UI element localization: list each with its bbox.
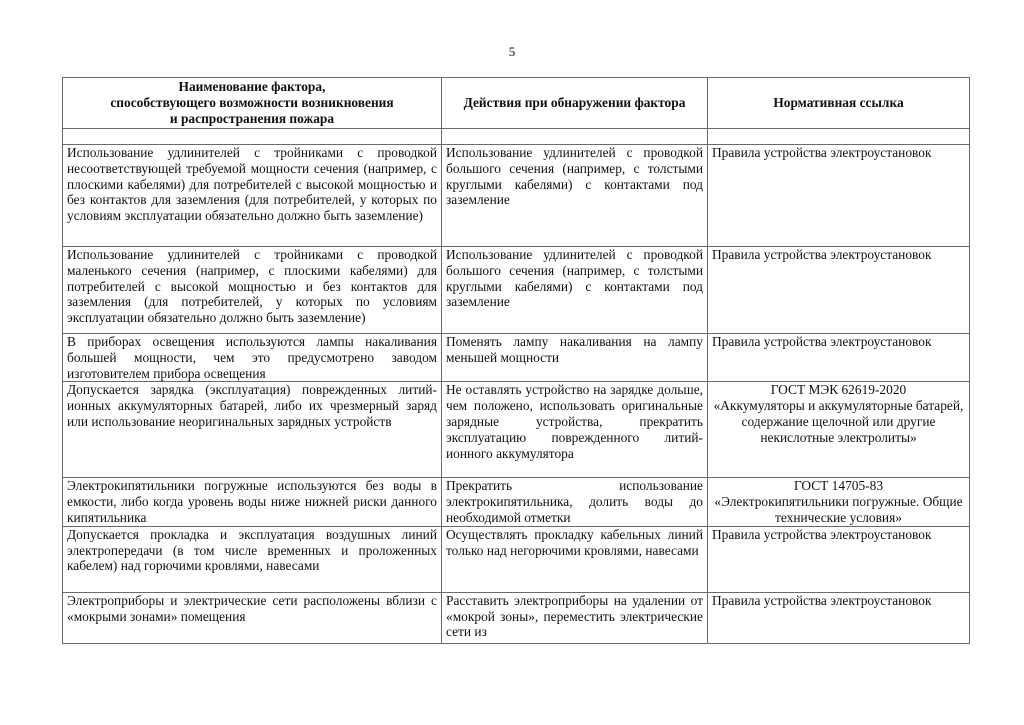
factor-cell: Допускается прокладка и эксплуатация воздушных линий электропередачи (в том числе временных и проложенных кабелем) над горючими кровлями, навесами (63, 526, 442, 592)
action-cell: Поменять лампу накаливания на лампу меньшей мощности (442, 334, 708, 382)
table-row (63, 526, 970, 592)
reference-cell: Правила устройства электроустановок (708, 247, 970, 334)
action-cell: Использование удлинителей с проводкой большого сечения (например, с толстыми круглыми кабелями) с контактами под заземление (442, 247, 708, 334)
header-factor-line: способствующего возможности возникновения (110, 95, 394, 111)
table-row (63, 382, 970, 478)
reference-title: «Аккумуляторы и аккумуляторные батарей, содержание щелочной или другие некислотные электролиты» (713, 398, 964, 445)
action-cell: Использование удлинителей с проводкой большого сечения (например, с толстыми круглыми кабелями) с контактами под заземление (442, 145, 708, 247)
empty-cell (63, 129, 442, 145)
action-cell: Расставить электроприборы на удалении от «мокрой зоны», переместить электрические сети из (442, 592, 708, 643)
empty-row (63, 129, 970, 145)
empty-cell (708, 129, 970, 145)
fire-factors-table (62, 77, 970, 644)
table-row (63, 334, 970, 382)
reference-cell (708, 382, 970, 478)
factor-cell: Использование удлинителей с тройниками с проводкой маленького сечения (например, с плоскими кабелями) для потребителей с высокой мощностью и без контактов для заземления (для потребителей, у которых по условиям эксплуатации обязательно должно быть заземление) (63, 247, 442, 334)
action-cell: Осуществлять прокладку кабельных линий только над негорючими кровлями, навесами (442, 526, 708, 592)
empty-cell (442, 129, 708, 145)
table-row (63, 478, 970, 526)
factor-cell: Допускается зарядка (эксплуатация) поврежденных литий-ионных аккумуляторных батарей, либо их чрезмерный заряд или использование неоригинальных зарядных устройств (63, 382, 442, 478)
reference-cell: Правила устройства электроустановок (708, 526, 970, 592)
action-cell: Не оставлять устройство на зарядке дольше, чем положено, использовать оригинальные зарядные устройства, прекратить эксплуатацию поврежденного литий-ионного аккумулятора (442, 382, 708, 478)
table-header-row (63, 78, 970, 129)
header-action: Действия при обнаружении фактора (442, 78, 708, 129)
reference-cell (708, 478, 970, 526)
page-number: 5 (508, 44, 516, 59)
header-factor (63, 78, 442, 129)
reference-code: ГОСТ МЭК 62619-2020 (770, 382, 907, 398)
reference-code: ГОСТ 14705-83 (793, 478, 884, 494)
reference-cell: Правила устройства электроустановок (708, 145, 970, 247)
header-reference: Нормативная ссылка (708, 78, 970, 129)
factor-cell: Электрокипятильники погружные используются без воды в емкости, либо когда уровень воды ниже нижней риски данного кипятильника (63, 478, 442, 526)
table-row (63, 247, 970, 334)
reference-title: «Электрокипятильники погружные. Общие технические условия» (714, 494, 963, 525)
table-row (63, 592, 970, 643)
factor-cell: В приборах освещения используются лампы накаливания большей мощности, чем это предусмотрено заводом изготовителем прибора освещения (63, 334, 442, 382)
reference-cell: Правила устройства электроустановок (708, 592, 970, 643)
header-factor-line: Наименование фактора, (178, 79, 326, 95)
reference-cell: Правила устройства электроустановок (708, 334, 970, 382)
factor-cell: Использование удлинителей с тройниками с проводкой несоответствующей требуемой мощности сечения (например, с плоскими кабелями) для потребителей с высокой мощностью и без контактов для заземления (для потребителей, у которых по условиям эксплуатации обязательно должно быть заземление) (63, 145, 442, 247)
header-factor-line: и распространения пожара (169, 110, 335, 126)
factor-cell: Электроприборы и электрические сети расположены вблизи с «мокрыми зонами» помещения (63, 592, 442, 643)
action-cell: Прекратить использование электрокипятильника, долить воды до необходимой отметки (442, 478, 708, 526)
table-row (63, 145, 970, 247)
